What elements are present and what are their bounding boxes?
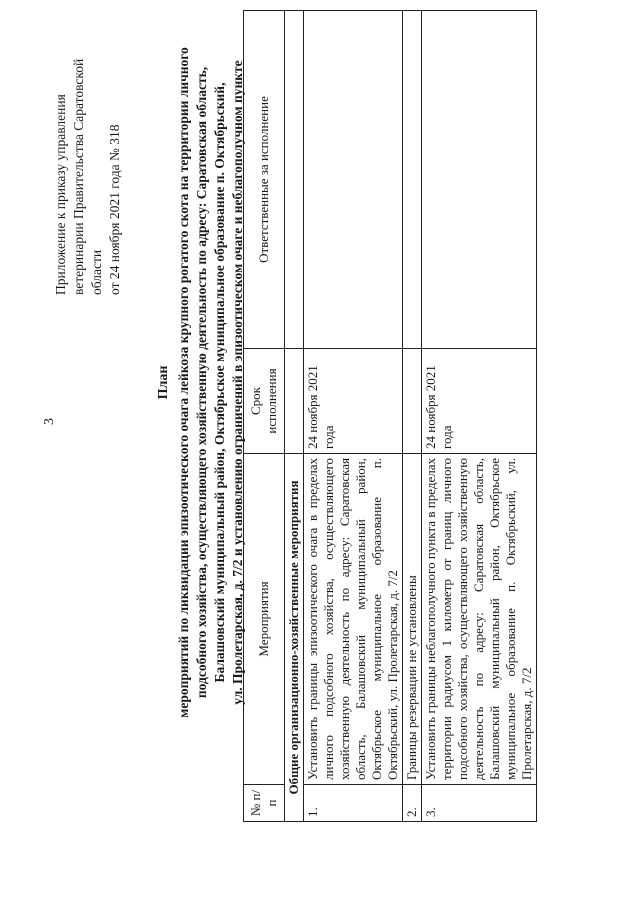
appendix-note — [52, 30, 124, 295]
title-heading: План — [156, 365, 171, 400]
header-term: Срок исполнения — [244, 349, 285, 454]
header-responsible: Ответственные за исполнение — [244, 11, 285, 349]
table-row — [422, 11, 537, 822]
appendix-line: области — [89, 249, 104, 295]
row-responsible — [422, 11, 537, 349]
row-activity: Установить границы неблагополучного пункта в пределах территории радиусом 1 километр от границ личного подсобного хозяйства, осуществляющего хозяйственную деятельность по адресу: Саратовская область, Балашовский муниципальный район, Октябрьское муниципальное образование п. Октябрьский, ул. Пролетарская, д. 7/2 — [422, 454, 537, 785]
header-no: № п/п — [244, 785, 285, 822]
section-empty-cell — [285, 349, 304, 454]
document-title — [155, 10, 247, 755]
row-number: 1. — [304, 785, 403, 822]
page-number: 3 — [42, 418, 57, 425]
appendix-line: от 24 ноября 2021 года № 318 — [107, 124, 122, 295]
title-line: ул. Пролетарская, д. 7/2 и установлению ограничений в эпизоотическом очаге и неблагополучном пункте — [230, 60, 245, 705]
appendix-line: Приложение к приказу управления — [53, 94, 68, 295]
title-line: Балашовский муниципальный район, Октябрьское муниципальное образование п. Октябрьский, — [212, 82, 227, 683]
section-empty-cell — [285, 11, 304, 349]
appendix-line: ветеринарии Правительства Саратовской — [71, 58, 86, 295]
row-number: 3. — [422, 785, 537, 822]
row-activity: Границы резервации не установлены — [403, 454, 422, 785]
title-line: подсобного хозяйства, осуществляющего хозяйственную деятельность по адресу: Саратовская область, — [194, 66, 209, 699]
plan-table — [243, 10, 537, 822]
table-row — [403, 11, 422, 822]
section-row — [285, 11, 304, 822]
row-responsible — [304, 11, 403, 349]
table-row — [304, 11, 403, 822]
row-number: 2. — [403, 785, 422, 822]
section-title: Общие организационно-хозяйственные мероприятия — [285, 454, 304, 822]
row-term: 24 ноября 2021 года — [304, 349, 403, 454]
table-header-row — [244, 11, 285, 822]
row-responsible — [403, 11, 422, 349]
row-term: 24 ноября 2021 года — [422, 349, 537, 454]
title-line: мероприятий по ликвидации эпизоотического очага лейкоза крупного рогатого скота на территории личного — [176, 47, 191, 718]
row-term — [403, 349, 422, 454]
row-activity: Установить границы эпизоотического очага в пределах личного подсобного хозяйства, осуществляющего хозяйственную деятельность по адресу: Саратовская область, Балашовский муниципальный район, Октябрьское муниципальное образование п. Октябрьский, ул. Пролетарская, д. 7/2 — [304, 454, 403, 785]
header-activity: Мероприятия — [244, 454, 285, 785]
